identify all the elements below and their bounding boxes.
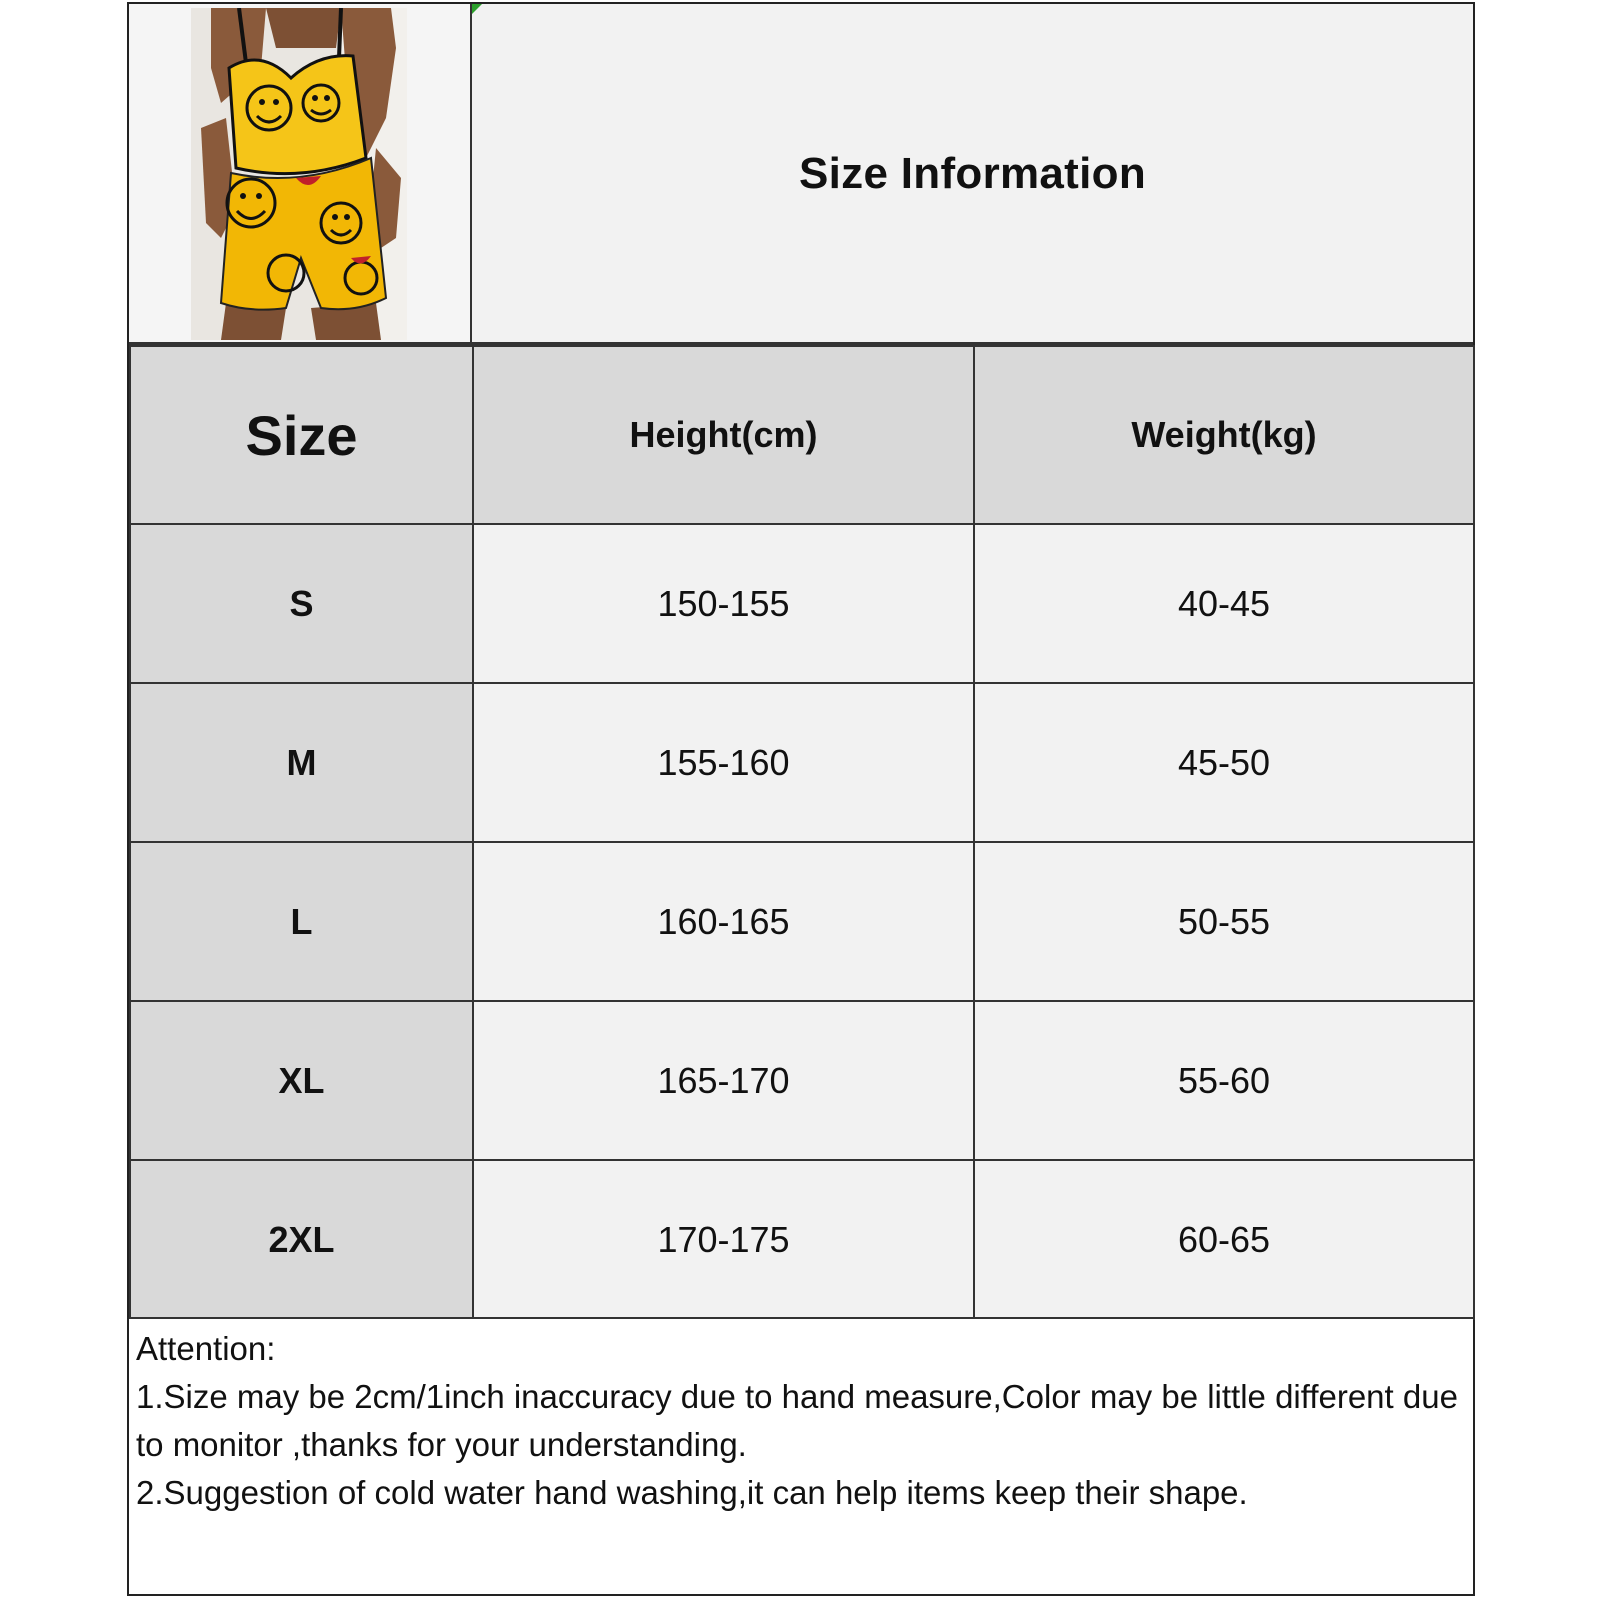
height-cell: 160-165 (473, 842, 974, 1001)
product-photo-cell (129, 4, 472, 344)
column-header-size: Size (130, 346, 473, 524)
table-row (130, 842, 1474, 1001)
table-row (130, 1160, 1474, 1319)
weight-cell: 40-45 (974, 524, 1474, 683)
size-cell: 2XL (130, 1160, 473, 1319)
attention-notes (129, 1317, 1473, 1594)
height-cell: 165-170 (473, 1001, 974, 1160)
table-row (130, 1001, 1474, 1160)
size-table (129, 345, 1475, 1320)
size-cell: XL (130, 1001, 473, 1160)
notes-line-2: 2.Suggestion of cold water hand washing,it can help items keep their shape. (136, 1474, 1248, 1511)
weight-cell: 45-50 (974, 683, 1474, 842)
size-cell: L (130, 842, 473, 1001)
column-header-height: Height(cm) (473, 346, 974, 524)
page-title: Size Information (798, 149, 1147, 198)
column-header-weight: Weight(kg) (974, 346, 1474, 524)
table-header-row (130, 346, 1474, 524)
height-cell: 150-155 (473, 524, 974, 683)
table-row (130, 683, 1474, 842)
weight-cell: 55-60 (974, 1001, 1474, 1160)
table-row (130, 524, 1474, 683)
weight-cell: 60-65 (974, 1160, 1474, 1319)
height-cell: 170-175 (473, 1160, 974, 1319)
size-cell: M (130, 683, 473, 842)
notes-heading: Attention: (136, 1330, 276, 1367)
height-cell: 155-160 (473, 683, 974, 842)
size-cell: S (130, 524, 473, 683)
notes-line-1: 1.Size may be 2cm/1inch inaccuracy due to hand measure,Color may be little different due to monitor ,thanks for your understanding. (136, 1378, 1458, 1463)
weight-cell: 50-55 (974, 842, 1474, 1001)
product-photo (191, 8, 407, 340)
title-cell (472, 4, 1473, 344)
size-chart-sheet (127, 2, 1475, 1596)
